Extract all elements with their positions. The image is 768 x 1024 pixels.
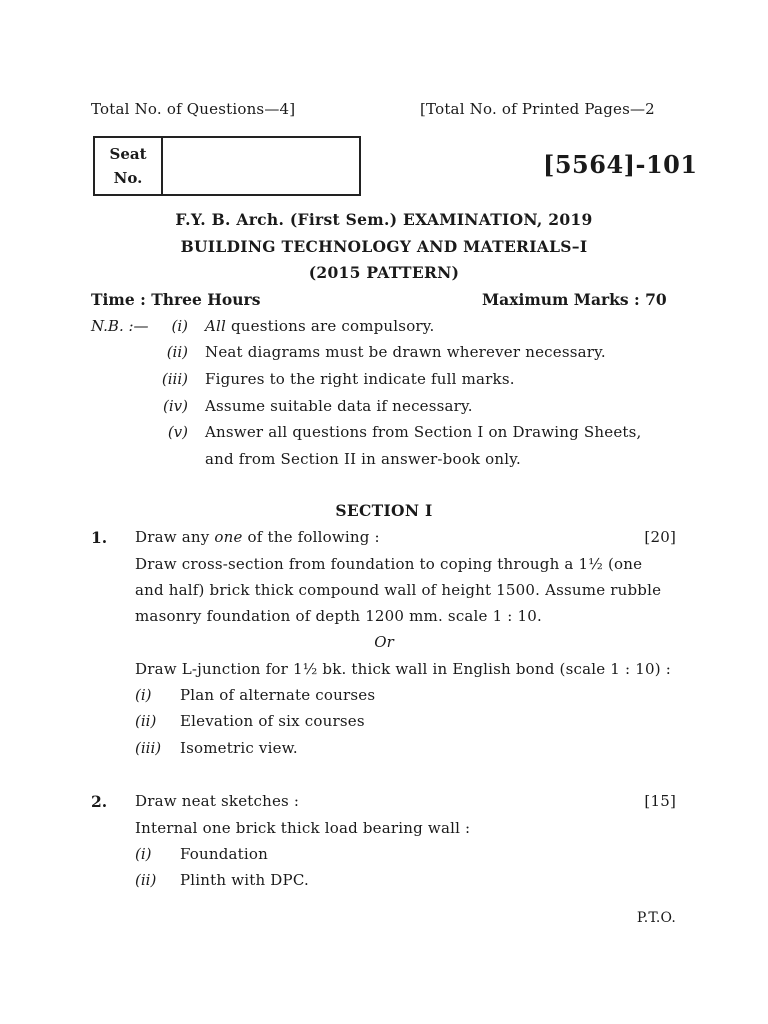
section-title: SECTION I [335,501,433,520]
or-separator: Or [374,633,394,651]
question-marks: [20] [644,528,676,546]
question-text-line: and half) brick thick compound wall of height 1500. Assume rubble [135,581,662,599]
nb-item-num: (i) [171,317,188,335]
total-pages: [Total No. of Printed Pages—2 [420,100,655,118]
sub-item-text: Plinth with DPC. [180,871,309,889]
question-intro-a: Draw any [135,528,210,546]
nb-item-rest: questions are compulsory. [231,317,435,335]
sub-item-text: Plan of alternate courses [180,686,376,704]
question-number: 1. [91,528,108,547]
pattern-title: (2015 PATTERN) [308,263,460,282]
sub-item-num: (iii) [135,739,162,757]
sub-item-num: (i) [135,845,152,863]
exam-title: F.Y. B. Arch. (First Sem.) EXAMINATION, 2019 [175,210,593,229]
pto-footer: P.T.O. [636,910,676,926]
time-label: Time : Three Hours [91,290,261,309]
nb-item-text: Figures to the right indicate full marks. [205,370,515,388]
nb-item-text [205,317,434,335]
nb-item-emphasis: All [205,317,227,335]
seat-label [95,138,163,194]
sub-item-text: Isometric view. [180,739,298,757]
question-number: 2. [91,792,108,811]
nb-item-text-continued: and from Section II in answer-book only. [205,450,521,468]
subject-title: BUILDING TECHNOLOGY AND MATERIALS–I [180,237,588,256]
question-intro [135,528,380,546]
nb-item-text: Answer all questions from Section I on Drawing Sheets, [205,423,642,441]
sub-item-text: Elevation of six courses [180,712,365,730]
sub-item-text: Foundation [180,845,269,863]
question-intro-b: of the following : [247,528,380,546]
question-text-line: Draw cross-section from foundation to coping through a 1½ (one [135,555,643,573]
nb-item-num: (v) [167,423,188,441]
sub-item-num: (ii) [135,712,157,730]
nb-item-num: (iii) [161,370,188,388]
max-marks-label: Maximum Marks : 70 [482,290,667,309]
question-intro-emphasis: one [214,528,243,546]
seat-number-field [163,138,359,194]
seat-label-line1: Seat [109,145,147,163]
paper-code: [5564]-101 [543,150,698,179]
nb-item-num: (ii) [166,343,188,361]
total-questions: Total No. of Questions—4] [91,100,296,118]
question-text-line: Internal one brick thick load bearing wall : [135,819,471,837]
question-intro: Draw neat sketches : [135,792,300,810]
question-marks: [15] [644,792,676,810]
sub-item-num: (ii) [135,871,157,889]
nb-item-num: (iv) [163,397,188,415]
nb-item-text: Assume suitable data if necessary. [205,397,473,415]
question-alt-line: Draw L-junction for 1½ bk. thick wall in English bond (scale 1 : 10) : [135,660,671,678]
seat-label-line2: No. [113,169,143,187]
question-text-line: masonry foundation of depth 1200 mm. scale 1 : 10. [135,607,542,625]
nb-label: N.B. :— [91,317,149,335]
sub-item-num: (i) [135,686,152,704]
nb-item-text: Neat diagrams must be drawn wherever necessary. [205,343,606,361]
seat-number-box [93,136,361,196]
